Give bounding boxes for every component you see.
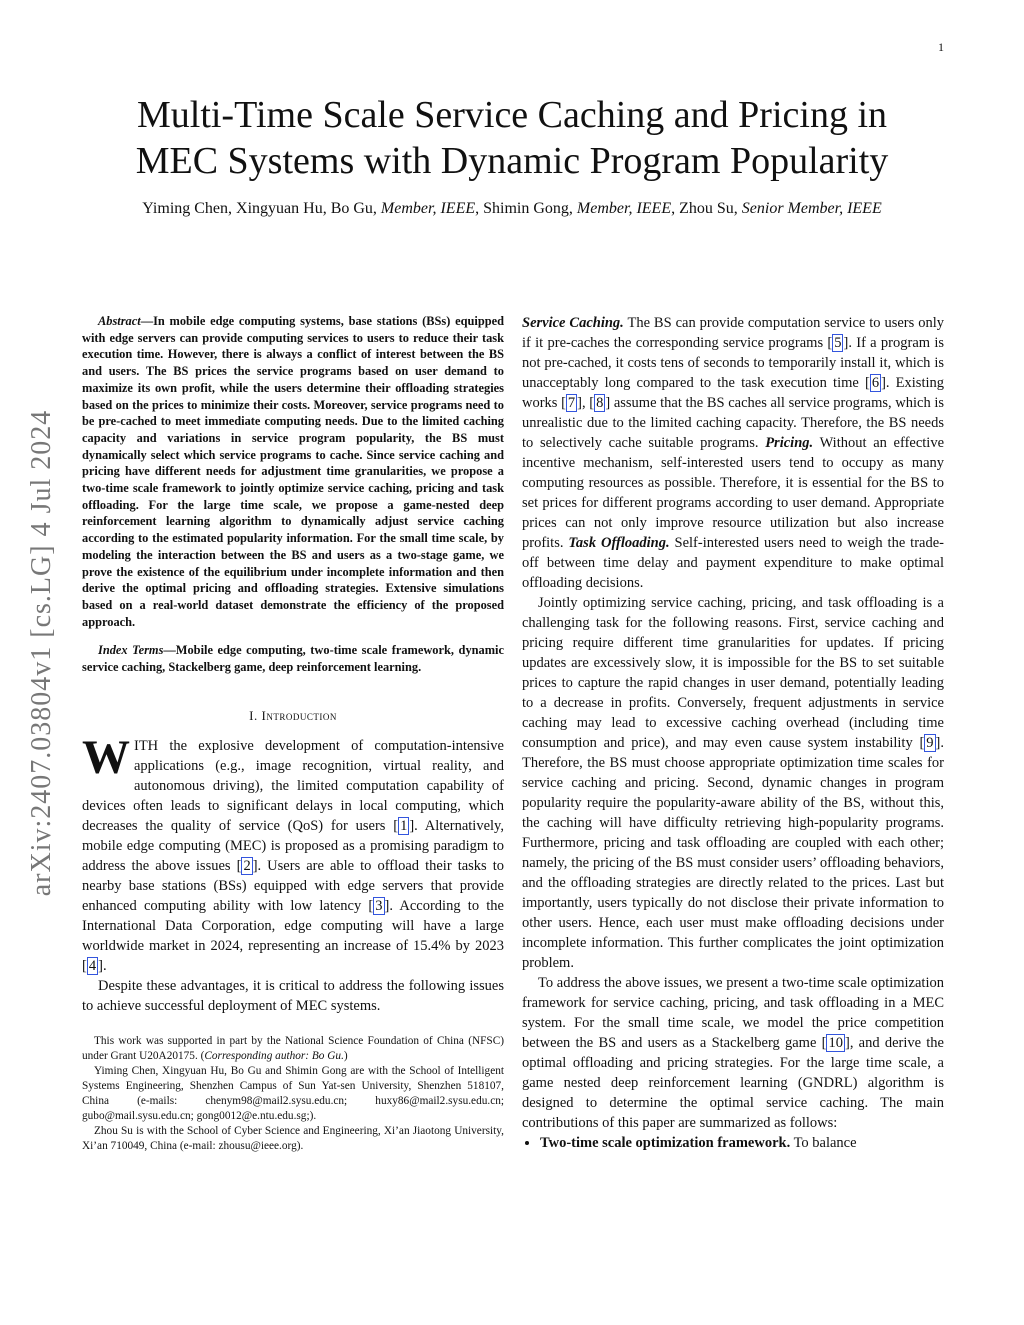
contribution-item-1 <box>540 1133 944 1153</box>
contribution-1-label: Two-time scale optimization framework. <box>540 1135 791 1151</box>
index-terms <box>82 642 504 675</box>
corresponding-author: Corresponding author: Bo Gu. <box>204 1049 344 1062</box>
heading-service-caching: Service Caching. <box>522 315 624 331</box>
heading-pricing: Pricing. <box>765 435 814 451</box>
rp2-text-1: Jointly optimizing service caching, pricing, and task offloading is a challenging task for the following reasons. First, service caching and pricing require different time granularities for updates. If pricing updates are excessively slow, it is impossible for the BS to set suitable prices to capture the rapid changes in user demand, potentially leading to a decrease in profits. Conversely, frequent adjustments in service caching may lead to excessive caching overhead (including time consumption and price), and may even cause system instability <box>522 595 944 751</box>
citation-link-2[interactable]: 2 <box>243 857 251 874</box>
right-paragraph-1: Service Caching. The BS can provide computation service to users only if it pre-caches the corresponding service programs [ 5 ]. If a program is not pre-cached, it costs tens of seconds to temporarily install it, which is unacceptably long compared to the task execution time [ 6 ]. Existing works [ 7 ], [ 8 ] assume that the BS caches all service programs, which is unrealistic due to the limited caching capacity. Therefore, the BS needs to selectively cache suitable programs. Pricing. Without an effective incentive mechanism, self-interested users tend to occupy as many computing resources as possible. Therefore, it is essential for the BS to set prices for different programs according to user demand. Appropriate prices can not only improve resource utilization but also increase profits. Task Offloading. Self-interested users need to weigh the trade-off between time delay and payment expenditure to make optimal offloading decisions. <box>522 315 945 591</box>
intro-p1-text-3: . Users are able to offload their tasks to nearby base stations (BSs) equipped with edge servers that provide enhanced computing ability with low latency <box>82 857 504 914</box>
rp1-text-6: Without an effective incentive mechanism, self-interested users tend to occupy as many computing resources as possible. Therefore, it is essential for the BS to set prices for different programs according to user demand. Appropriate prices can not only improve resource utilization but also increase profits. <box>522 435 945 551</box>
footnote-affiliation-1: Yiming Chen, Xingyuan Hu, Bo Gu and Shimin Gong are with the School of Intelligent Systems Engineering, Shenzhen Campus of Sun Yat-sen University, Shenzhen 518107, China (e-mails: chenym98@mail2.sysu.edu.cn; huxy86@mail2.sysu.edu.cn; gubo@mail.sysu.edu.cn; gong0012@e.ntu.edu.sg;). <box>82 1064 504 1122</box>
arxiv-stamp-text: arXiv:2407.03804v1 [cs.LG] 4 Jul 2024 <box>26 409 57 897</box>
citation-link-3[interactable]: 3 <box>375 897 383 914</box>
intro-paragraph-2: Despite these advantages, it is critical to address the following issues to achieve successful deployment of MEC systems. <box>82 977 504 1014</box>
rp1-text-3: . Existing works <box>522 375 944 411</box>
heading-task-offloading: Task Offloading. <box>568 535 670 551</box>
right-column <box>522 313 944 1153</box>
rp1-text-2: . If a program is not pre-cached, it costs tens of seconds to temporarily install it, which is unacceptably long compared to the task execution time <box>522 335 944 391</box>
citation-link-6[interactable]: 6 <box>871 375 880 391</box>
author-membership-2: Member, IEEE <box>576 200 672 217</box>
contribution-1-text: To balance <box>790 1135 857 1151</box>
rp1-text-7: Self-interested users need to weigh the trade-off between time delay and payment expenditure to make optimal offloading decisions. <box>522 535 944 591</box>
index-terms-label: Index Terms <box>98 643 164 658</box>
footnote-funding <box>82 1034 504 1064</box>
intro-p1-text-4: . According to the International Data Corporation, edge computing will have a large worldwide market in 2024, representing an increase of 15.4% by 2023 <box>82 897 504 954</box>
rp1-text-5: assume that the BS caches all service programs, which is unrealistic due to the limited caching capacity. Therefore, the BS needs to selectively cache suitable programs. <box>522 395 945 451</box>
right-paragraph-3: To address the above issues, we present a two-time scale optimization framework for service caching, pricing, and task offloading in a MEC system. For the small time scale, we model the price competition between the BS and users as a Stackelberg game [ 10 ], and derive the optimal offloading and pricing strategies. For the large time scale, a game nested deep reinforcement learning (GNDRL) algorithm is designed to determine the optimal service caching. The main contributions of this paper are summarized as follows: <box>522 975 944 1131</box>
citation-link-7[interactable]: 7 <box>567 395 576 411</box>
paper-title <box>60 92 964 184</box>
author-membership-1: Member, IEEE <box>380 200 476 217</box>
rp1-text-1: The BS can provide computation service to users only if it pre-caches the corresponding service programs <box>522 315 944 351</box>
intro-paragraph-1: WITH the explosive development of computation-intensive applications (e.g., image recognition, virtual reality, and autonomous driving), the limited computation capability of devices often leads to significant delays in local computing, which decreases the quality of service (QoS) for users [ 1 ]. Alternatively, mobile edge computing (MEC) is proposed as a promising paradigm to address the above issues [ 2 ]. Users are able to offload their tasks to nearby base stations (BSs) equipped with edge servers that provide enhanced computing ability with low latency [ 3 ]. According to the International Data Corporation, edge computing will have a large worldwide market in 2024, representing an increase of 15.4% by 2023 [ 4 ]. <box>82 730 504 974</box>
author-membership-3: Senior Member, IEEE <box>741 200 882 217</box>
authors-part-3: , Zhou Su, <box>671 200 742 217</box>
citation-link-4[interactable]: 4 <box>88 957 97 974</box>
intro-p1-text-1: the explosive development of computation-intensive applications (e.g., image recognition, virtual reality, and autonomous driving), the limited computation capability of devices often leads to significant delays in local computing, which decreases the quality of service (QoS) for users <box>82 737 504 834</box>
footnotes <box>82 1034 504 1154</box>
page-number: 1 <box>938 40 944 54</box>
citation-link-10[interactable]: 10 <box>828 1035 843 1051</box>
authors-part-1: Yiming Chen, Xingyuan Hu, Bo Gu, <box>142 200 381 217</box>
authors-part-2: , Shimin Gong, <box>475 200 577 217</box>
rp3-text-1: To address the above issues, we present a two-time scale optimization framework for service caching, pricing, and task offloading in a MEC system. For the small time scale, we model the price competition between the BS and users as a Stackelberg game <box>522 975 944 1051</box>
first-word: ITH <box>134 737 159 754</box>
arxiv-stamp <box>22 373 62 933</box>
footnote-affiliation-2: Zhou Su is with the School of Cyber Science and Engineering, Xi’an Jiaotong University, Xi’an 710049, China (e-mail: zhousu@ieee.org). <box>82 1124 504 1152</box>
index-terms-text: —Mobile edge computing, two-time scale framework, dynamic service caching, Stackelberg game, deep reinforcement learning. <box>82 643 504 675</box>
citation-link-5[interactable]: 5 <box>834 335 842 351</box>
citation-link-9[interactable]: 9 <box>926 735 934 751</box>
right-paragraph-2: Jointly optimizing service caching, pricing, and task offloading is a challenging task for the following reasons. First, service caching and pricing require different time granularities for updates. If pricing updates are excessively slow, it is impossible for the BS to set suitable prices to capture the rapid changes in user demand, potentially leading to a decrease in profits. Conversely, frequent adjustments in service caching may lead to excessive caching overhead (including time consumption and price), and may even cause system instability [ 9 ]. Therefore, the BS must choose appropriate optimization time scales for service caching and pricing. Second, dynamic changes in program popularity require the popularity-aware ability of the BS, without this, the caching will have difficulty retrieving high-popularity programs. Furthermore, pricing and task offloading are coupled with each other; namely, the pricing of the BS must consider users’ offloading behaviors, and the offloading strategies are directly related to the prices. Last but importantly, users typically do not disclose their private information to other users. Hence, each user must make offloading decisions under incomplete information. This further complicates the joint optimization problem. <box>522 595 944 971</box>
section-heading-introduction: I. Introduction <box>249 707 337 723</box>
abstract <box>82 313 504 630</box>
intro-p1-text-5: . <box>102 957 107 974</box>
dropcap-letter: W <box>82 730 130 784</box>
citation-link-1[interactable]: 1 <box>400 817 408 834</box>
author-list <box>110 198 914 220</box>
abstract-label: Abstract <box>98 314 141 328</box>
intro-p1-text-2: . Alternatively, mobile edge computing (MEC) is proposed as a promising paradigm to address the above issues <box>82 817 504 874</box>
footnote-funding-text: This work was supported in part by the National Science Foundation of China (NFSC) under Grant U20A20175. ( <box>82 1034 504 1062</box>
left-column <box>82 313 504 1154</box>
citation-link-8[interactable]: 8 <box>596 395 604 411</box>
title-line-2: MEC Systems with Dynamic Program Popularity <box>135 140 889 182</box>
rp2-text-2: . Therefore, the BS must choose appropriate optimization time scales for service caching and pricing. Second, dynamic changes in program popularity require the popularity-aware ability of the BS, without this, the caching will have difficulty retrieving high-popularity programs. Furthermore, pricing and task offloading are coupled with each other; namely, the pricing of the BS must consider users’ offloading behaviors, and the offloading strategies are directly related to the prices. Last but importantly, users typically do not disclose their private information to other users. Hence, each user must make offloading decisions under incomplete information. This further complicates the joint optimization problem. <box>522 735 944 971</box>
rp3-text-2: , and derive the optimal offloading and pricing strategies. For the large time scale, a game nested deep reinforcement learning (GNDRL) algorithm is designed to determine the optimal service caching. The main contributions of this paper are summarized as follows: <box>522 1035 944 1131</box>
contribution-list <box>522 1133 944 1153</box>
rp1-text-4: , <box>582 395 590 411</box>
title-line-1: Multi-Time Scale Service Caching and Pricing in <box>136 94 888 136</box>
footnote-funding-close: ) <box>343 1049 348 1062</box>
abstract-text: —In mobile edge computing systems, base stations (BSs) equipped with edge servers can provide computing services to users to reduce their task execution time. However, there is always a conflict of interest between the BS and users. The BS prices the service programs based on user demand to maximize its own profit, while the users determine their offloading strategies based on the prices to minimize their costs. Moreover, service programs need to be pre-cached to meet immediate computing needs. Due to the limited caching capacity and variations in service program popularity, the BS must dynamically select which service programs to cache. Since service caching and pricing have different needs for adjustment time granularities, we propose a two-time scale framework to jointly optimize service caching, pricing and task offloading. For the large time scale, we propose a game-nested deep reinforcement learning algorithm to dynamically adjust service caching according to the estimated popularity information. For the small time scale, by modeling the interaction between the BS and users as a two-stage game, we prove the existence of the equilibrium under incomplete information and then derive the optimal pricing and offloading strategies. Extensive simulations based on a real-world dataset demonstrate the efficiency of the proposed approach. <box>82 314 504 629</box>
